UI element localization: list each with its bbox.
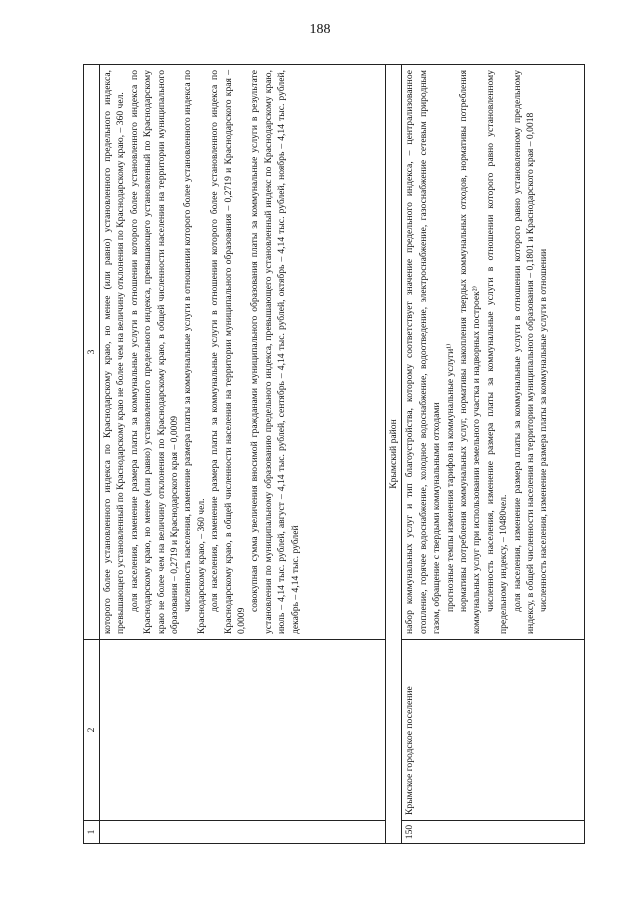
details-cell	[402, 65, 585, 640]
rotated-table	[83, 64, 583, 844]
table-header-row	[84, 65, 100, 844]
region-header-row	[386, 65, 402, 844]
paragraph: доля населения, изменение размера платы за коммунальные услуги в отношении которого более установленного индекса по Краснодарскому краю, но менее (или равно) установленного предельного индекса, превышающего установленный по Краснодарскому краю не более чем на величину отклонения по Краснодарскому краю, в общей численности населения на территории муниципального образования – 0,2719 и Краснодарского края – 0,0009	[128, 70, 181, 634]
details-cell	[100, 65, 386, 640]
paragraph: численность населения, изменение размера платы за коммунальные услуги в отношении которого равно установленному предельному индексу, – 10480чел.	[484, 70, 510, 634]
region-title: Крымский район	[386, 65, 402, 844]
row-number-cell: 150	[402, 821, 585, 844]
rotated-table-area	[83, 64, 583, 844]
page-number: 188	[309, 22, 331, 37]
paragraph: доля населения, изменение размера платы за коммунальные услуги в отношении которого равно установленному предельному индексу, в общей численности населения на территории муниципального образования – 0,1801 и Краснодарского края – 0,0018	[511, 70, 537, 634]
paragraph: численность населения, изменение размера платы за коммунальные услуги в отношении	[538, 248, 550, 612]
header-col-3: 3	[84, 65, 100, 640]
settlement-cell	[100, 640, 386, 821]
paragraph: которого более установленного индекса по Краснодарскому краю, но менее (или равно) установленного предельного индекса, превышающего установленный по Краснодарскому краю не более чем на величину отклонения по Краснодарскому краю, – 360 чел.	[102, 70, 127, 634]
tariff-table	[83, 64, 585, 844]
paragraph: набор коммунальных услуг и тип благоустройства, которому соответствует значение предельного индекса, – централизованное отопление, горячее водоснабжение, холодное водоснабжение, водоотведение, электроснабжение, газоснабжение сетевым природным газом, обращение с твердыми коммунальными отходами	[404, 70, 443, 634]
paragraph: прогнозные темпы изменения тарифов на коммунальные услуги¹⁾	[444, 343, 456, 612]
table-row	[402, 65, 585, 844]
paragraph: нормативы потребления коммунальных услуг, нормативы накопления твердых коммунальных отходов, нормативы потребления коммунальных услуг при использовании земельного участка и надворных построек²⁾	[458, 70, 483, 634]
header-col-2: 2	[84, 640, 100, 821]
table-row-continued	[100, 65, 386, 844]
paragraph: совокупная сумма увеличения вносимой гражданами муниципального образования платы за коммунальные услуги в результате установления по муниципальному образованию предельного индекса, превышающего установленный индекс по Краснодарскому краю, июль – 4,14 тыс. рублей, август – 4,14 тыс. рублей, сентябрь – 4,14 тыс. рублей, октябрь – 4,14 тыс. рублей, ноябрь – 4,14 тыс. рублей, декабрь – 4,14 тыс. рублей	[249, 70, 301, 634]
row-number-cell	[100, 821, 386, 844]
paragraph: доля населения, изменение размера платы за коммунальные услуги в отношении которого более установленного индекса по Краснодарскому краю, в общей численности населения на территории муниципального образования – 0,2719 и Краснодарского края – 0,0009	[209, 70, 248, 634]
settlement-cell: Крымское городское поселение	[402, 640, 585, 821]
header-col-1: 1	[84, 821, 100, 844]
paragraph: численность населения, изменение размера платы за коммунальные услуги в отношении которого более установленного индекса по Краснодарскому краю, – 360 чел.	[182, 70, 207, 634]
